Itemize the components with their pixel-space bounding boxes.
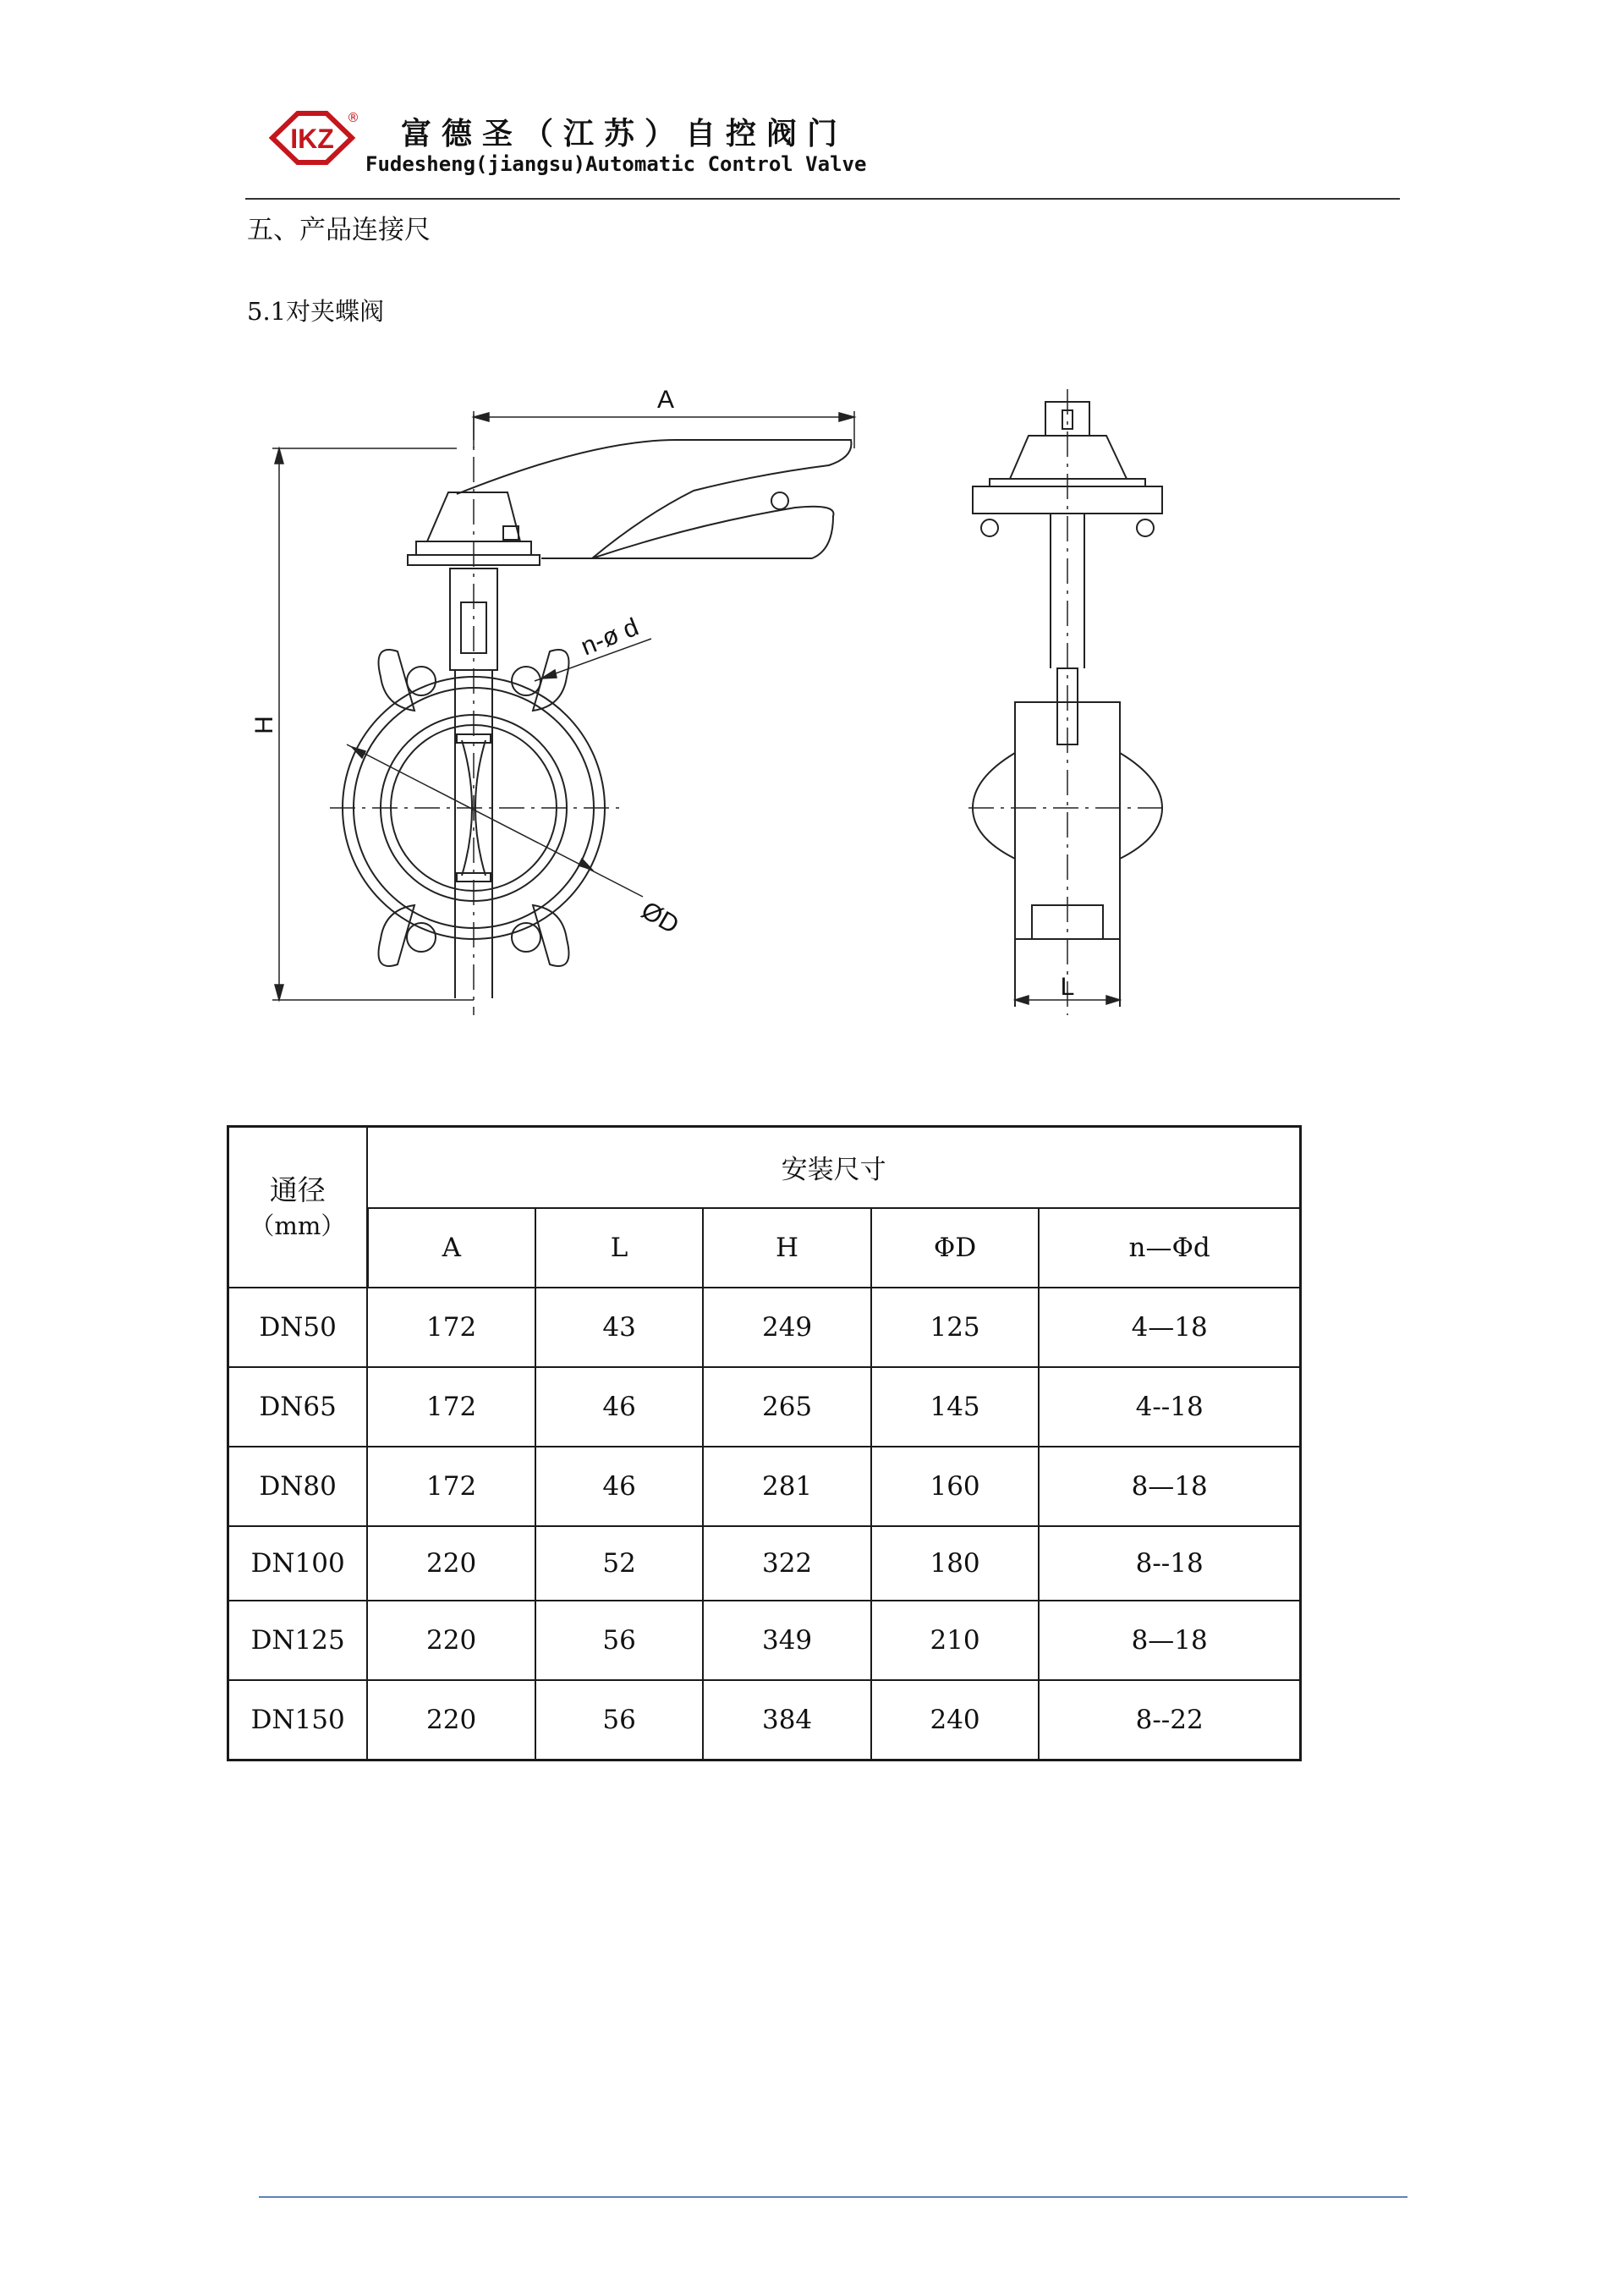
table-row — [228, 1601, 1301, 1680]
dimension-nd — [535, 639, 651, 681]
table-row — [228, 1526, 1301, 1601]
table-cell: 180 — [871, 1526, 1040, 1601]
table-cell: 8—18 — [1039, 1447, 1300, 1526]
table-cell: 220 — [367, 1680, 535, 1760]
nominal-size-cell: DN150 — [228, 1680, 368, 1760]
subsection-title: 5.1对夹蝶阀 — [247, 297, 385, 326]
table-cell: 56 — [535, 1680, 703, 1760]
dimension-table — [227, 1125, 1302, 1761]
table-cell: 281 — [703, 1447, 871, 1526]
dimension-nd-label: n-ø d — [577, 612, 643, 662]
table-cell: 160 — [871, 1447, 1040, 1526]
dimension-a-label: A — [656, 386, 675, 414]
table-cell: 4--18 — [1039, 1367, 1300, 1447]
table-cell: 125 — [871, 1288, 1040, 1367]
table-cell: 349 — [703, 1601, 871, 1680]
nominal-size-cell: DN50 — [228, 1288, 368, 1367]
installation-dimensions-header: 安装尺寸 — [367, 1127, 1300, 1208]
company-logo — [267, 108, 357, 168]
dimension-d-label: ØD — [636, 896, 683, 940]
table-cell: 220 — [367, 1526, 535, 1601]
column-header: n—Φd — [1039, 1208, 1300, 1288]
table-cell: 145 — [871, 1367, 1040, 1447]
table-cell: 172 — [367, 1447, 535, 1526]
dimension-h-label: H — [250, 716, 278, 734]
nominal-size-header — [228, 1127, 368, 1288]
table-row — [228, 1447, 1301, 1526]
column-header: A — [367, 1208, 535, 1288]
table-cell: 4—18 — [1039, 1288, 1300, 1367]
table-cell: 43 — [535, 1288, 703, 1367]
table-cell: 210 — [871, 1601, 1040, 1680]
header-divider — [245, 198, 1400, 200]
table-row — [228, 1367, 1301, 1447]
table-cell: 249 — [703, 1288, 871, 1367]
table-cell: 322 — [703, 1526, 871, 1601]
nominal-size-cell: DN100 — [228, 1526, 368, 1601]
dimension-l-label: L — [1060, 973, 1075, 1001]
registered-mark: ® — [347, 110, 359, 125]
nominal-size-cell: DN65 — [228, 1367, 368, 1447]
side-view — [968, 389, 1167, 1015]
company-name-cn: 富德圣（江苏）自控阀门 — [401, 117, 848, 151]
table-row — [228, 1680, 1301, 1760]
nominal-size-label: 通径 — [269, 1173, 326, 1206]
nominal-size-unit: （mm） — [250, 1211, 346, 1240]
section-title: 五、产品连接尺 — [247, 215, 431, 245]
table-cell: 56 — [535, 1601, 703, 1680]
column-header: H — [703, 1208, 871, 1288]
nominal-size-cell: DN80 — [228, 1447, 368, 1526]
dimension-d — [347, 744, 643, 897]
table-cell: 220 — [367, 1601, 535, 1680]
front-view — [330, 415, 851, 1015]
footer-divider — [259, 2196, 1407, 2198]
table-cell: 46 — [535, 1367, 703, 1447]
nominal-size-cell: DN125 — [228, 1601, 368, 1680]
table-cell: 172 — [367, 1367, 535, 1447]
column-header: ΦD — [871, 1208, 1040, 1288]
logo-text: IKZ — [290, 124, 334, 154]
table-cell: 46 — [535, 1447, 703, 1526]
table-cell: 265 — [703, 1367, 871, 1447]
table-cell: 8—18 — [1039, 1601, 1300, 1680]
table-row — [228, 1288, 1301, 1367]
table-cell: 240 — [871, 1680, 1040, 1760]
table-cell: 8--18 — [1039, 1526, 1300, 1601]
dimension-a — [474, 411, 854, 448]
table-cell: 172 — [367, 1288, 535, 1367]
dimension-h — [272, 448, 474, 1000]
table-cell: 384 — [703, 1680, 871, 1760]
dimension-l — [1015, 996, 1120, 1004]
table-cell: 8--22 — [1039, 1680, 1300, 1760]
company-name-en: Fudesheng(jiangsu)Automatic Control Valve — [365, 152, 867, 176]
column-header: L — [535, 1208, 703, 1288]
table-cell: 52 — [535, 1526, 703, 1601]
